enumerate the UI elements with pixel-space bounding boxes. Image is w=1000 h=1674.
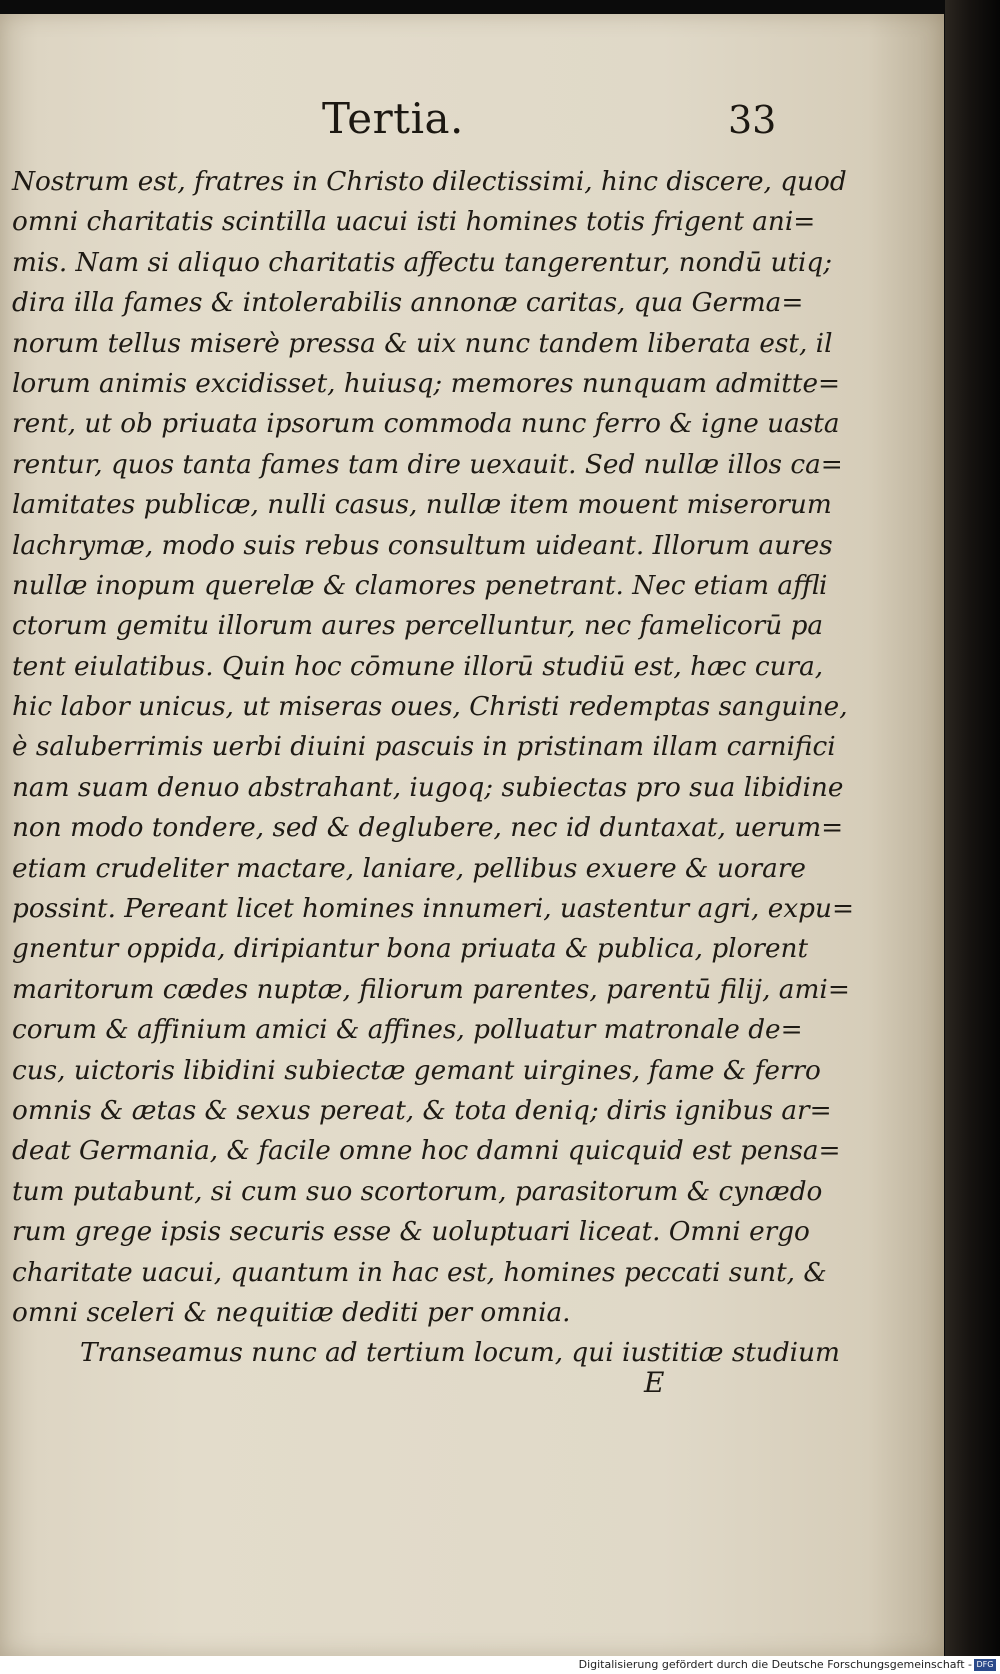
text-line: charitate uacui, quantum in hac est, homines peccati sunt, & bbox=[12, 1257, 827, 1288]
signature-mark: E bbox=[644, 1366, 665, 1399]
text-line: gnentur oppida, diripiantur bona priuata & publica, plorent bbox=[12, 934, 809, 965]
text-line: cus, uictoris libidini subiectæ gemant uirgines, fame & ferro bbox=[12, 1055, 821, 1086]
text-line-paragraph-start: Transeamus nunc ad tertium locum, qui iustitiæ studium bbox=[80, 1338, 840, 1369]
book-page bbox=[0, 14, 944, 1656]
text-line: rum grege ipsis securis esse & uoluptuari liceat. Omni ergo bbox=[12, 1217, 810, 1248]
digitization-footer bbox=[0, 1656, 1000, 1674]
text-line: lorum animis excidisset, huiusq; memores nunquam admitte= bbox=[12, 368, 841, 399]
text-line: nam suam denuo abstrahant, iugoq; subiectas pro sua libidine bbox=[12, 772, 844, 803]
body-text bbox=[12, 162, 854, 1374]
running-head bbox=[0, 94, 944, 154]
text-line: rentur, quos tanta fames tam dire uexauit. Sed nullæ illos ca= bbox=[12, 449, 843, 480]
text-line: lachrymæ, modo suis rebus consultum uideant. Illorum aures bbox=[12, 530, 833, 561]
text-line: possint. Pereant licet homines innumeri, uastentur agri, expu= bbox=[12, 894, 854, 925]
text-line: deat Germania, & facile omne hoc damni quicquid est pensa= bbox=[12, 1136, 841, 1167]
page-number: 33 bbox=[728, 98, 777, 142]
text-line: nullæ inopum querelæ & clamores penetrant. Nec etiam affli bbox=[12, 570, 828, 601]
text-line: Nostrum est, fratres in Christo dilectissimi, hinc discere, quod bbox=[12, 167, 847, 197]
text-line: omni sceleri & nequitiæ dediti per omnia. bbox=[12, 1297, 571, 1328]
funding-credit: Digitalisierung gefördert durch die Deutsche Forschungsgemeinschaft - bbox=[578, 1658, 972, 1671]
text-line: è saluberrimis uerbi diuini pascuis in pristinam illam carnifici bbox=[12, 732, 836, 763]
text-line: tum putabunt, si cum suo scortorum, parasitorum & cynædo bbox=[12, 1176, 823, 1207]
dfg-logo-icon: DFG bbox=[974, 1659, 996, 1671]
text-line: omni charitatis scintilla uacui isti homines totis frigent ani= bbox=[12, 207, 816, 238]
text-line: tent eiulatibus. Quin hoc cōmune illorū studiū est, hæc cura, bbox=[12, 651, 824, 682]
text-line: dira illa fames & intolerabilis annonæ caritas, qua Germa= bbox=[12, 288, 804, 319]
text-line: lamitates publicæ, nulli casus, nullæ item mouent miserorum bbox=[12, 490, 832, 521]
text-line: etiam crudeliter mactare, laniare, pellibus exuere & uorare bbox=[12, 853, 806, 884]
book-binding-edge bbox=[945, 0, 1000, 1674]
text-line: non modo tondere, sed & deglubere, nec id duntaxat, uerum= bbox=[12, 813, 844, 844]
text-line: omnis & ætas & sexus pereat, & tota deniq; diris ignibus ar= bbox=[12, 1095, 832, 1126]
running-head-title: Tertia. bbox=[322, 94, 464, 143]
text-line: rent, ut ob priuata ipsorum commoda nunc ferro & igne uasta bbox=[12, 409, 840, 440]
text-line: hic labor unicus, ut miseras oues, Christi redemptas sanguine, bbox=[12, 692, 848, 723]
text-line: maritorum cædes nuptæ, filiorum parentes, parentū filij, ami= bbox=[12, 974, 850, 1005]
text-line: corum & affinium amici & affines, polluatur matronale de= bbox=[12, 1015, 803, 1046]
text-line: ctorum gemitu illorum aures percelluntur, nec famelicorū pa bbox=[12, 611, 824, 642]
text-line: norum tellus miserè pressa & uix nunc tandem liberata est, il bbox=[12, 328, 833, 359]
text-line: mis. Nam si aliquo charitatis affectu tangerentur, nondū utiq; bbox=[12, 247, 833, 278]
